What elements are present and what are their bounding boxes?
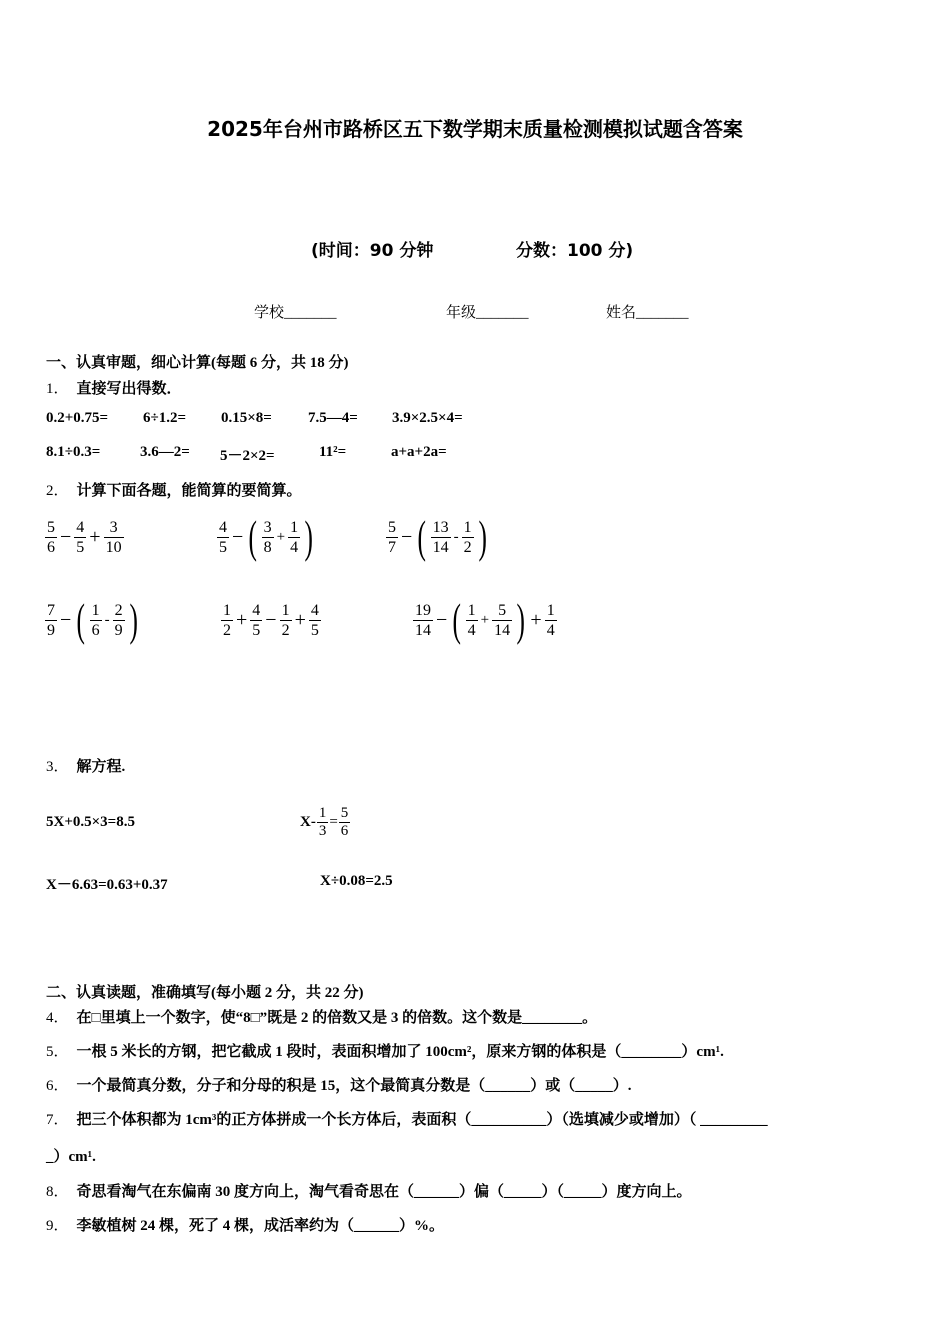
equation-1: 5X+0.5×3=8.5 [46,814,135,830]
fraction: $\frac{3}{8}$ [263,518,272,556]
fraction: $\frac{5}{7}$ [388,518,396,556]
fraction: $\frac{5}{6}$ [340,804,349,839]
exam-time: (时间：90 分钟 [311,241,434,261]
equation-3: X－6.63=0.63+0.37 [46,877,168,893]
calc-1-2: 6÷1.2= [143,410,187,426]
fraction: $\frac{1}{2}$ [223,601,231,639]
question-text: 计算下面各题，能简算的要简算。 [76,483,302,499]
question-2 [46,479,302,500]
calc-2-5: a+a+2a= [391,444,447,460]
section2-heading: 二、认真读题，准确填写(每小题 2 分，共 22 分) [46,985,364,1001]
fraction: $\frac{19}{14}$ [415,601,431,639]
fraction: $\frac{5}{6}$ [47,518,55,556]
calc-2-3: 5－2×2= [220,448,275,464]
question-text: 直接写出得数． [76,381,182,397]
question-6: 6． 一个最简真分数，分子和分母的积是 15，这个最简真分数是（______）或（_____）. [46,1078,632,1094]
question-number: 2． [46,483,69,499]
fraction: $\frac{4}{5}$ [76,518,85,556]
fraction: $\frac{1}{3}$ [318,804,327,839]
fraction: $\frac{1}{4}$ [290,518,299,556]
grade-field: 年级_______ [446,305,529,321]
calc-1-4: 7.5—4= [308,410,358,426]
expression-c: $\frac{5}{7}$ − ( $\frac{13}{14}$ - $\frac{1}{2}$ ) [388,511,487,562]
equation-4: X÷0.08=2.5 [320,873,393,889]
calc-1-3: 0.15×8= [221,410,272,426]
calc-2-2: 3.6—2= [140,444,190,460]
page-title: 2025年台州市路桥区五下数学期末质量检测模拟试题含答案 [207,117,743,141]
exam-score: 分数：100 分) [516,241,634,261]
question-7: 7． 把三个体积都为 1cm³的正方体拼成一个长方体后，表面积（__________）（选填减少或增加）（ _________ [46,1112,768,1128]
question-8: 8． 奇思看淘气在东偏南 30 度方向上，淘气看奇思在（______）偏（_____）（_____）度方向上。 [46,1184,692,1200]
fraction: $\frac{1}{2}$ [281,601,290,639]
fraction: $\frac{4}{5}$ [310,601,319,639]
question-number: 1． [46,381,69,397]
expression-f: $\frac{19}{14}$ − ( $\frac{1}{4}$ + $\frac{5}{14}$ ) + $\frac{1}{4}$ [415,594,555,645]
fraction: $\frac{13}{14}$ [432,518,449,556]
expression-e: $\frac{1}{2}$ + $\frac{4}{5}$ − $\frac{1}{2}$ + $\frac{4}{5}$ [223,601,319,639]
section1-heading: 一、认真审题，细心计算(每题 6 分，共 18 分) [46,355,349,371]
fraction: $\frac{4}{5}$ [219,518,227,556]
fraction: $\frac{5}{14}$ [494,601,511,639]
school-field: 学校_______ [254,305,337,321]
expression-b: $\frac{4}{5}$ − ( $\frac{3}{8}$ + $\frac{1}{4}$ ) [219,511,313,562]
fraction: $\frac{3}{10}$ [105,518,122,556]
fraction: $\frac{1}{4}$ [467,601,476,639]
expression-d: $\frac{7}{9}$ − ( $\frac{1}{6}$ - $\frac{2}{9}$ ) [47,594,138,645]
calc-2-1: 8.1÷0.3= [46,444,101,460]
fraction: $\frac{1}{4}$ [546,601,555,639]
question-4: 4． 在□里填上一个数字，使“8□”既是 2 的倍数又是 3 的倍数。这个数是________。 [46,1010,598,1026]
calc-2-4: 11²= [319,444,347,460]
name-field: 姓名_______ [606,305,689,321]
equation-2: X- $\frac{1}{3}$ = $\frac{5}{6}$ [300,804,349,839]
question-7-continuation: _）cm¹. [46,1149,96,1165]
question-5: 5． 一根 5 米长的方钢，把它截成 1 段时，表面积增加了 100cm²，原来方钢的体积是（________）cm¹. [46,1044,724,1060]
expression-a: $\frac{5}{6}$ − $\frac{4}{5}$ + $\frac{3}{10}$ [47,518,122,556]
question-3 [46,755,125,776]
calc-1-5: 3.9×2.5×4= [392,410,463,426]
fraction: $\frac{2}{9}$ [114,601,123,639]
question-9: 9． 李敏植树 24 棵，死了 4 棵，成活率约为（______）%。 [46,1218,445,1234]
fraction: $\frac{4}{5}$ [252,601,261,639]
question-number: 3． [46,759,69,775]
calc-1-1: 0.2+0.75= [46,410,109,426]
fraction: $\frac{1}{6}$ [91,601,100,639]
fraction: $\frac{1}{2}$ [463,518,472,556]
question-text: 解方程. [76,759,126,775]
question-1 [46,377,182,398]
fraction: $\frac{7}{9}$ [47,601,55,639]
